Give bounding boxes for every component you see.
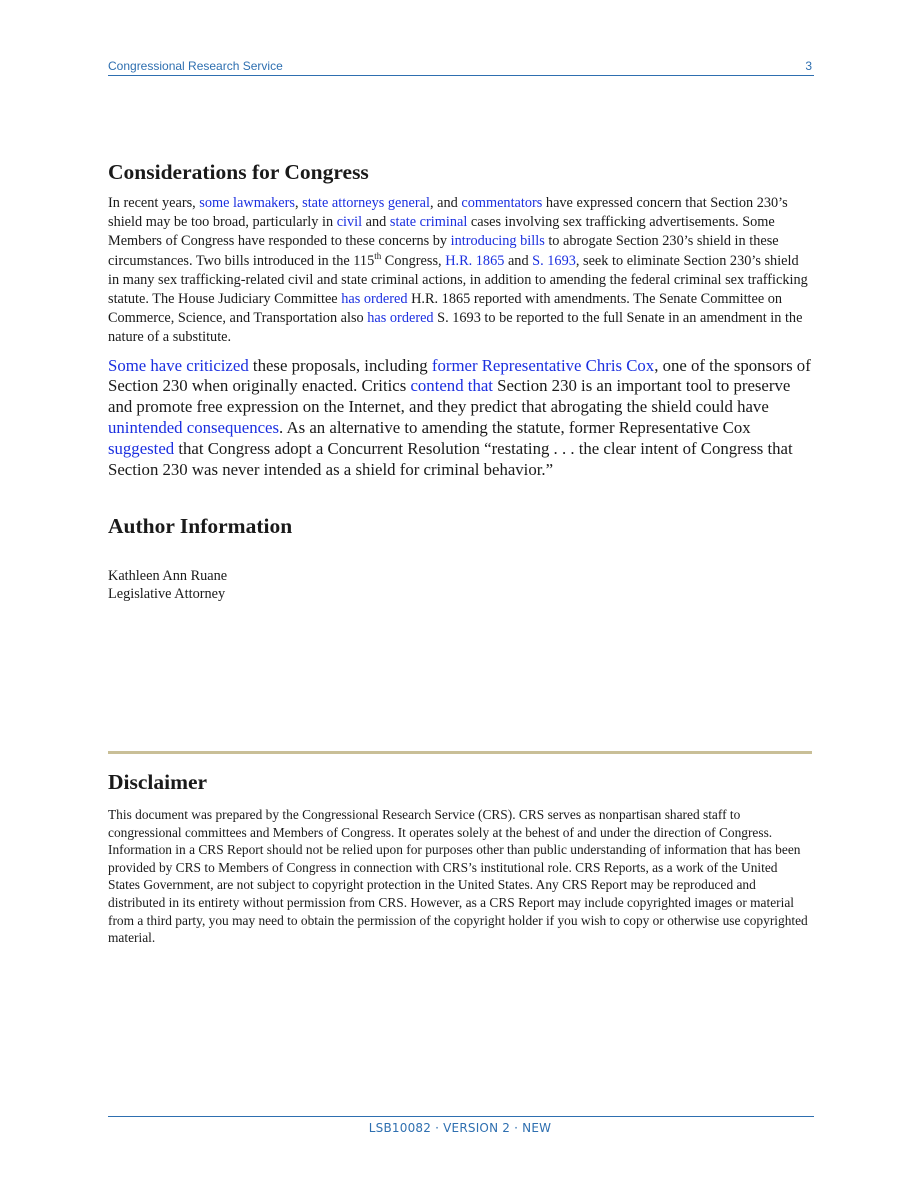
paragraph-considerations-1 <box>108 194 812 348</box>
text-run: that Congress adopt a Concurrent Resolution “restating . . . the clear intent of Congress that Section 230 was never intended as a shield for criminal behavior.” <box>108 438 793 479</box>
section-title-disclaimer: Disclaimer <box>108 770 208 794</box>
footer-divider <box>108 1116 814 1117</box>
link-introducing-bills[interactable]: introducing bills <box>450 233 545 250</box>
page-number: 3 <box>805 59 812 73</box>
text-run: cases involving sex trafficking advertisements. Some Members of Congress have responded to these concerns by <box>108 214 775 250</box>
text-run: , one of the sponsors of Section 230 when originally enacted. Critics <box>108 355 811 396</box>
link-some-lawmakers[interactable]: some lawmakers <box>199 195 295 211</box>
link-has-ordered-senate[interactable]: has ordered <box>367 310 434 327</box>
paragraph-considerations-2 <box>108 356 812 481</box>
page-footer: LSB10082 · VERSION 2 · NEW <box>368 1121 552 1135</box>
link-state-criminal[interactable]: state criminal <box>389 214 468 231</box>
link-hr-1865[interactable]: H.R. 1865 <box>445 252 505 269</box>
link-commentators[interactable]: commentators <box>461 195 543 211</box>
link-some-have-criticized[interactable]: Some have criticized <box>108 355 249 375</box>
text-run: Section 230 is an important tool to preserve and promote free expression on the Internet, and they predict that abrogating the shield could have <box>108 376 791 417</box>
text-run: have expressed concern that Section 230’s shield may be too broad, particularly in <box>108 195 788 231</box>
text-run: to abrogate Section 230’s shield in these circumstances. Two bills introduced in the 115 <box>108 233 779 269</box>
link-state-attorneys-general[interactable]: state attorneys general <box>302 195 430 211</box>
link-civil[interactable]: civil <box>336 214 363 231</box>
link-chris-cox[interactable]: former Representative Chris Cox <box>431 355 655 375</box>
header-org: Congressional Research Service <box>108 59 283 73</box>
superscript-th: th <box>374 250 382 261</box>
text-run: , and <box>429 195 462 211</box>
text-run: , seek to eliminate Section 230’s shield in many sex trafficking-related civil and state criminal actions, in addition to amending the federal criminal sex trafficking statute. The House Judiciary Committee <box>108 252 808 308</box>
section-divider <box>108 751 812 754</box>
disclaimer-section <box>108 770 812 947</box>
main-content <box>108 160 812 603</box>
link-suggested[interactable]: suggested <box>108 438 175 458</box>
text-run: , <box>294 195 303 211</box>
link-contend-that[interactable]: contend that <box>410 376 493 396</box>
author-block <box>108 567 812 603</box>
author-role: Legislative Attorney <box>108 586 226 603</box>
page-header <box>108 57 814 76</box>
link-has-ordered-house[interactable]: has ordered <box>341 291 408 308</box>
text-run: In recent years, <box>108 195 200 211</box>
text-run: . As an alternative to amending the statute, former Representative Cox <box>279 418 751 438</box>
section-title-author: Author Information <box>108 514 293 539</box>
author-name: Kathleen Ann Ruane <box>108 568 228 585</box>
text-run: and <box>362 214 390 231</box>
link-unintended-consequences[interactable]: unintended consequences <box>108 418 280 438</box>
text-run: S. 1693 to be reported to the full Senate in an amendment in the nature of a substitute. <box>108 310 803 346</box>
text-run: Congress, <box>381 252 446 269</box>
disclaimer-text: This document was prepared by the Congressional Research Service (CRS). CRS serves as nonpartisan shared staff to congressional committees and Members of Congress. It operates solely at the behest of and under the direction of Congress. Information in a CRS Report should not be relied upon for purposes other than public understanding of information that has been provided by CRS to Members of Congress in connection with CRS’s institutional role. CRS Reports, as a work of the United States Government, are not subject to copyright protection in the United States. Any CRS Report may be reproduced and distributed in its entirety without permission from CRS. However, as a CRS Report may include copyrighted images or material from a third party, you may need to obtain the permission of the copyright holder if you wish to copy or otherwise use copyrighted material. <box>108 807 808 946</box>
text-run: H.R. 1865 reported with amendments. The Senate Committee on Commerce, Science, and Transportation also <box>108 291 783 327</box>
text-run: these proposals, including <box>248 355 432 375</box>
text-run: and <box>504 252 533 269</box>
section-title-considerations: Considerations for Congress <box>108 160 369 184</box>
link-s-1693[interactable]: S. 1693 <box>532 252 576 269</box>
